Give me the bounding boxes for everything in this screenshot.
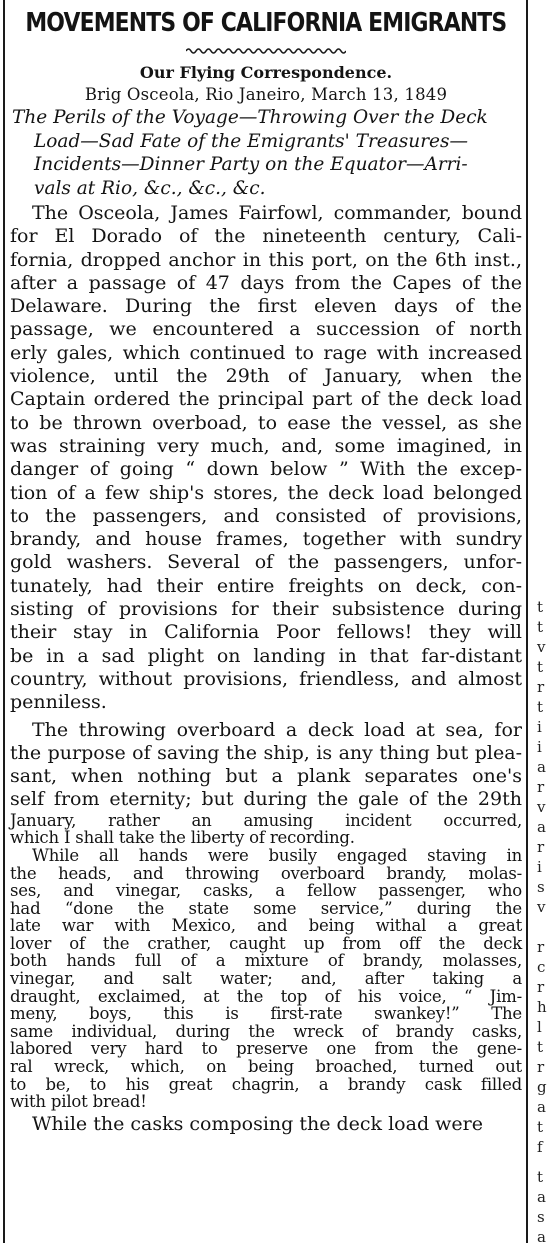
edge-letter: t (537, 698, 544, 716)
edge-letter: r (537, 1058, 545, 1076)
text-line: lover of the crather, caught up from off the deck (10, 933, 522, 953)
text-line: ral wreck, which, on being broached, turned out (10, 1057, 522, 1077)
text-line: draught, exclaimed, at the top of his voice, “ Jim- (10, 986, 522, 1006)
edge-letter: s (537, 1208, 545, 1226)
text-line: to be, to his great chagrin, a brandy cask filled (10, 1074, 522, 1094)
edge-letter: i (537, 858, 542, 876)
edge-letter: s (537, 878, 545, 896)
text-line: same individual, during the wreck of brandy casks, (10, 1021, 522, 1041)
edge-letter: a (537, 1098, 546, 1116)
adjacent-column-fragment (532, 0, 549, 1243)
article-column (10, 4, 522, 1136)
text-line: tunately, had their entire freights on deck, con- (10, 574, 522, 597)
article-deck (10, 106, 522, 200)
text-line: tion of a few ship's stores, the deck load belonged (10, 481, 522, 504)
edge-letter: a (537, 818, 546, 836)
edge-letter: t (537, 598, 544, 616)
edge-letter: a (537, 1188, 546, 1206)
text-line: had “done the state some service,” during the (10, 898, 522, 918)
text-line: While all hands were busily engaged staving in (32, 845, 522, 865)
text-line: to the passengers, and consisted of provisions, (10, 504, 522, 527)
paragraph-4 (10, 1113, 522, 1136)
text-line: labored very hard to preserve one from the gene- (10, 1039, 522, 1059)
text-line: The Osceola, James Fairfowl, commander, bound (32, 202, 522, 224)
text-line: which I shall take the liberty of recording. (10, 828, 355, 848)
decorative-wavy-rule (186, 46, 346, 56)
edge-letter: i (537, 718, 542, 736)
edge-letter: t (537, 1168, 544, 1186)
edge-letter: c (537, 958, 546, 976)
deck-line: vals at Rio, &c., &c., &c. (34, 177, 266, 199)
edge-letter: v (537, 798, 546, 816)
text-line: the purpose of saving the ship, is any thing but plea- (10, 741, 522, 764)
text-line: country, without provisions, friendless, and almost (10, 667, 522, 690)
text-line: self from eternity; but during the gale of the 29th (10, 788, 522, 811)
text-line: their stay in California Poor fellows! they will (10, 621, 522, 644)
paragraph-2-continued (10, 812, 522, 847)
article-dateline: Brig Osceola, Rio Janeiro, March 13, 1849 (84, 85, 448, 104)
text-line: for El Dorado of the nineteenth century, Cali- (10, 225, 522, 248)
text-line: meny, boys, this is first-rate swankey!” The (10, 1004, 522, 1024)
text-line: Delaware. During the first eleven days of the (10, 295, 522, 318)
text-line: gold washers. Several of the passengers, unfor- (10, 551, 522, 574)
edge-letter: a (537, 1228, 546, 1243)
text-line: late war with Mexico, and being withal a great (10, 916, 522, 936)
edge-letter: r (537, 838, 545, 856)
paragraph-1 (10, 202, 522, 715)
edge-letter: g (537, 1078, 547, 1096)
text-line: danger of going “ down below ” With the excep- (10, 458, 522, 481)
text-line: passage, we encountered a succession of north (10, 318, 522, 341)
text-line: While the casks composing the deck load were (32, 1112, 483, 1135)
text-line: The throwing overboard a deck load at sea, for (32, 718, 522, 741)
edge-letter: t (537, 618, 544, 636)
edge-letter: t (537, 1038, 544, 1056)
paragraph-3 (10, 847, 522, 1111)
edge-letter: r (537, 978, 545, 996)
edge-letter: l (537, 1018, 542, 1036)
text-line: January, rather an amusing incident occurred, (10, 810, 522, 830)
text-line: vinegar, and salt water; and, after taking a (10, 969, 522, 989)
text-line: violence, until the 29th of January, when the (10, 365, 522, 388)
left-column-rule (3, 0, 5, 1243)
deck-line: Load—Sad Fate of the Emigrants' Treasures— (34, 130, 468, 152)
right-column-rule (526, 0, 528, 1243)
article-subhead: Our Flying Correspondence. (139, 63, 393, 82)
edge-letter: r (537, 678, 545, 696)
edge-letter: f (537, 1138, 543, 1156)
text-line: was straining very much, and, some imagined, in (10, 434, 522, 457)
text-line: Captain ordered the principal part of the deck load (10, 388, 522, 411)
text-line: sisting of provisions for their subsistence during (10, 598, 522, 621)
edge-letter: t (537, 658, 544, 676)
edge-letter: v (537, 638, 546, 656)
text-line: to be thrown overboad, to ease the vessel, as she (10, 411, 522, 434)
edge-letter: a (537, 758, 546, 776)
text-line: ses, and vinegar, casks, a fellow passenger, who (10, 881, 522, 901)
text-line: sant, when nothing but a plank separates one's (10, 765, 522, 788)
edge-letter: v (537, 898, 546, 916)
text-line: with pilot bread! (10, 1092, 147, 1112)
text-line: erly gales, which continued to rage with increased (10, 341, 522, 364)
text-line: after a passage of 47 days from the Capes of the (10, 271, 522, 294)
edge-letter: h (537, 998, 547, 1016)
text-line: brandy, and house frames, together with sundry (10, 528, 522, 551)
edge-letter: i (537, 738, 542, 756)
text-line: penniless. (10, 691, 107, 714)
article-headline: MOVEMENTS OF CALIFORNIA EMIGRANTS (25, 8, 507, 38)
edge-letter: t (537, 1118, 544, 1136)
text-line: the heads, and throwing overboard brandy, molas- (10, 863, 522, 883)
edge-letter: r (537, 938, 545, 956)
paragraph-2 (10, 719, 522, 812)
deck-line: Incidents—Dinner Party on the Equator—Arri- (34, 154, 468, 175)
deck-line: The Perils of the Voyage—Throwing Over the Deck (12, 107, 488, 128)
text-line: be in a sad plight on landing in that far-distant (10, 644, 522, 667)
edge-letter: r (537, 778, 545, 796)
text-line: both hands full of a mixture of brandy, molasses, (10, 951, 522, 971)
text-line: fornia, dropped anchor in this port, on the 6th inst., (10, 248, 522, 271)
